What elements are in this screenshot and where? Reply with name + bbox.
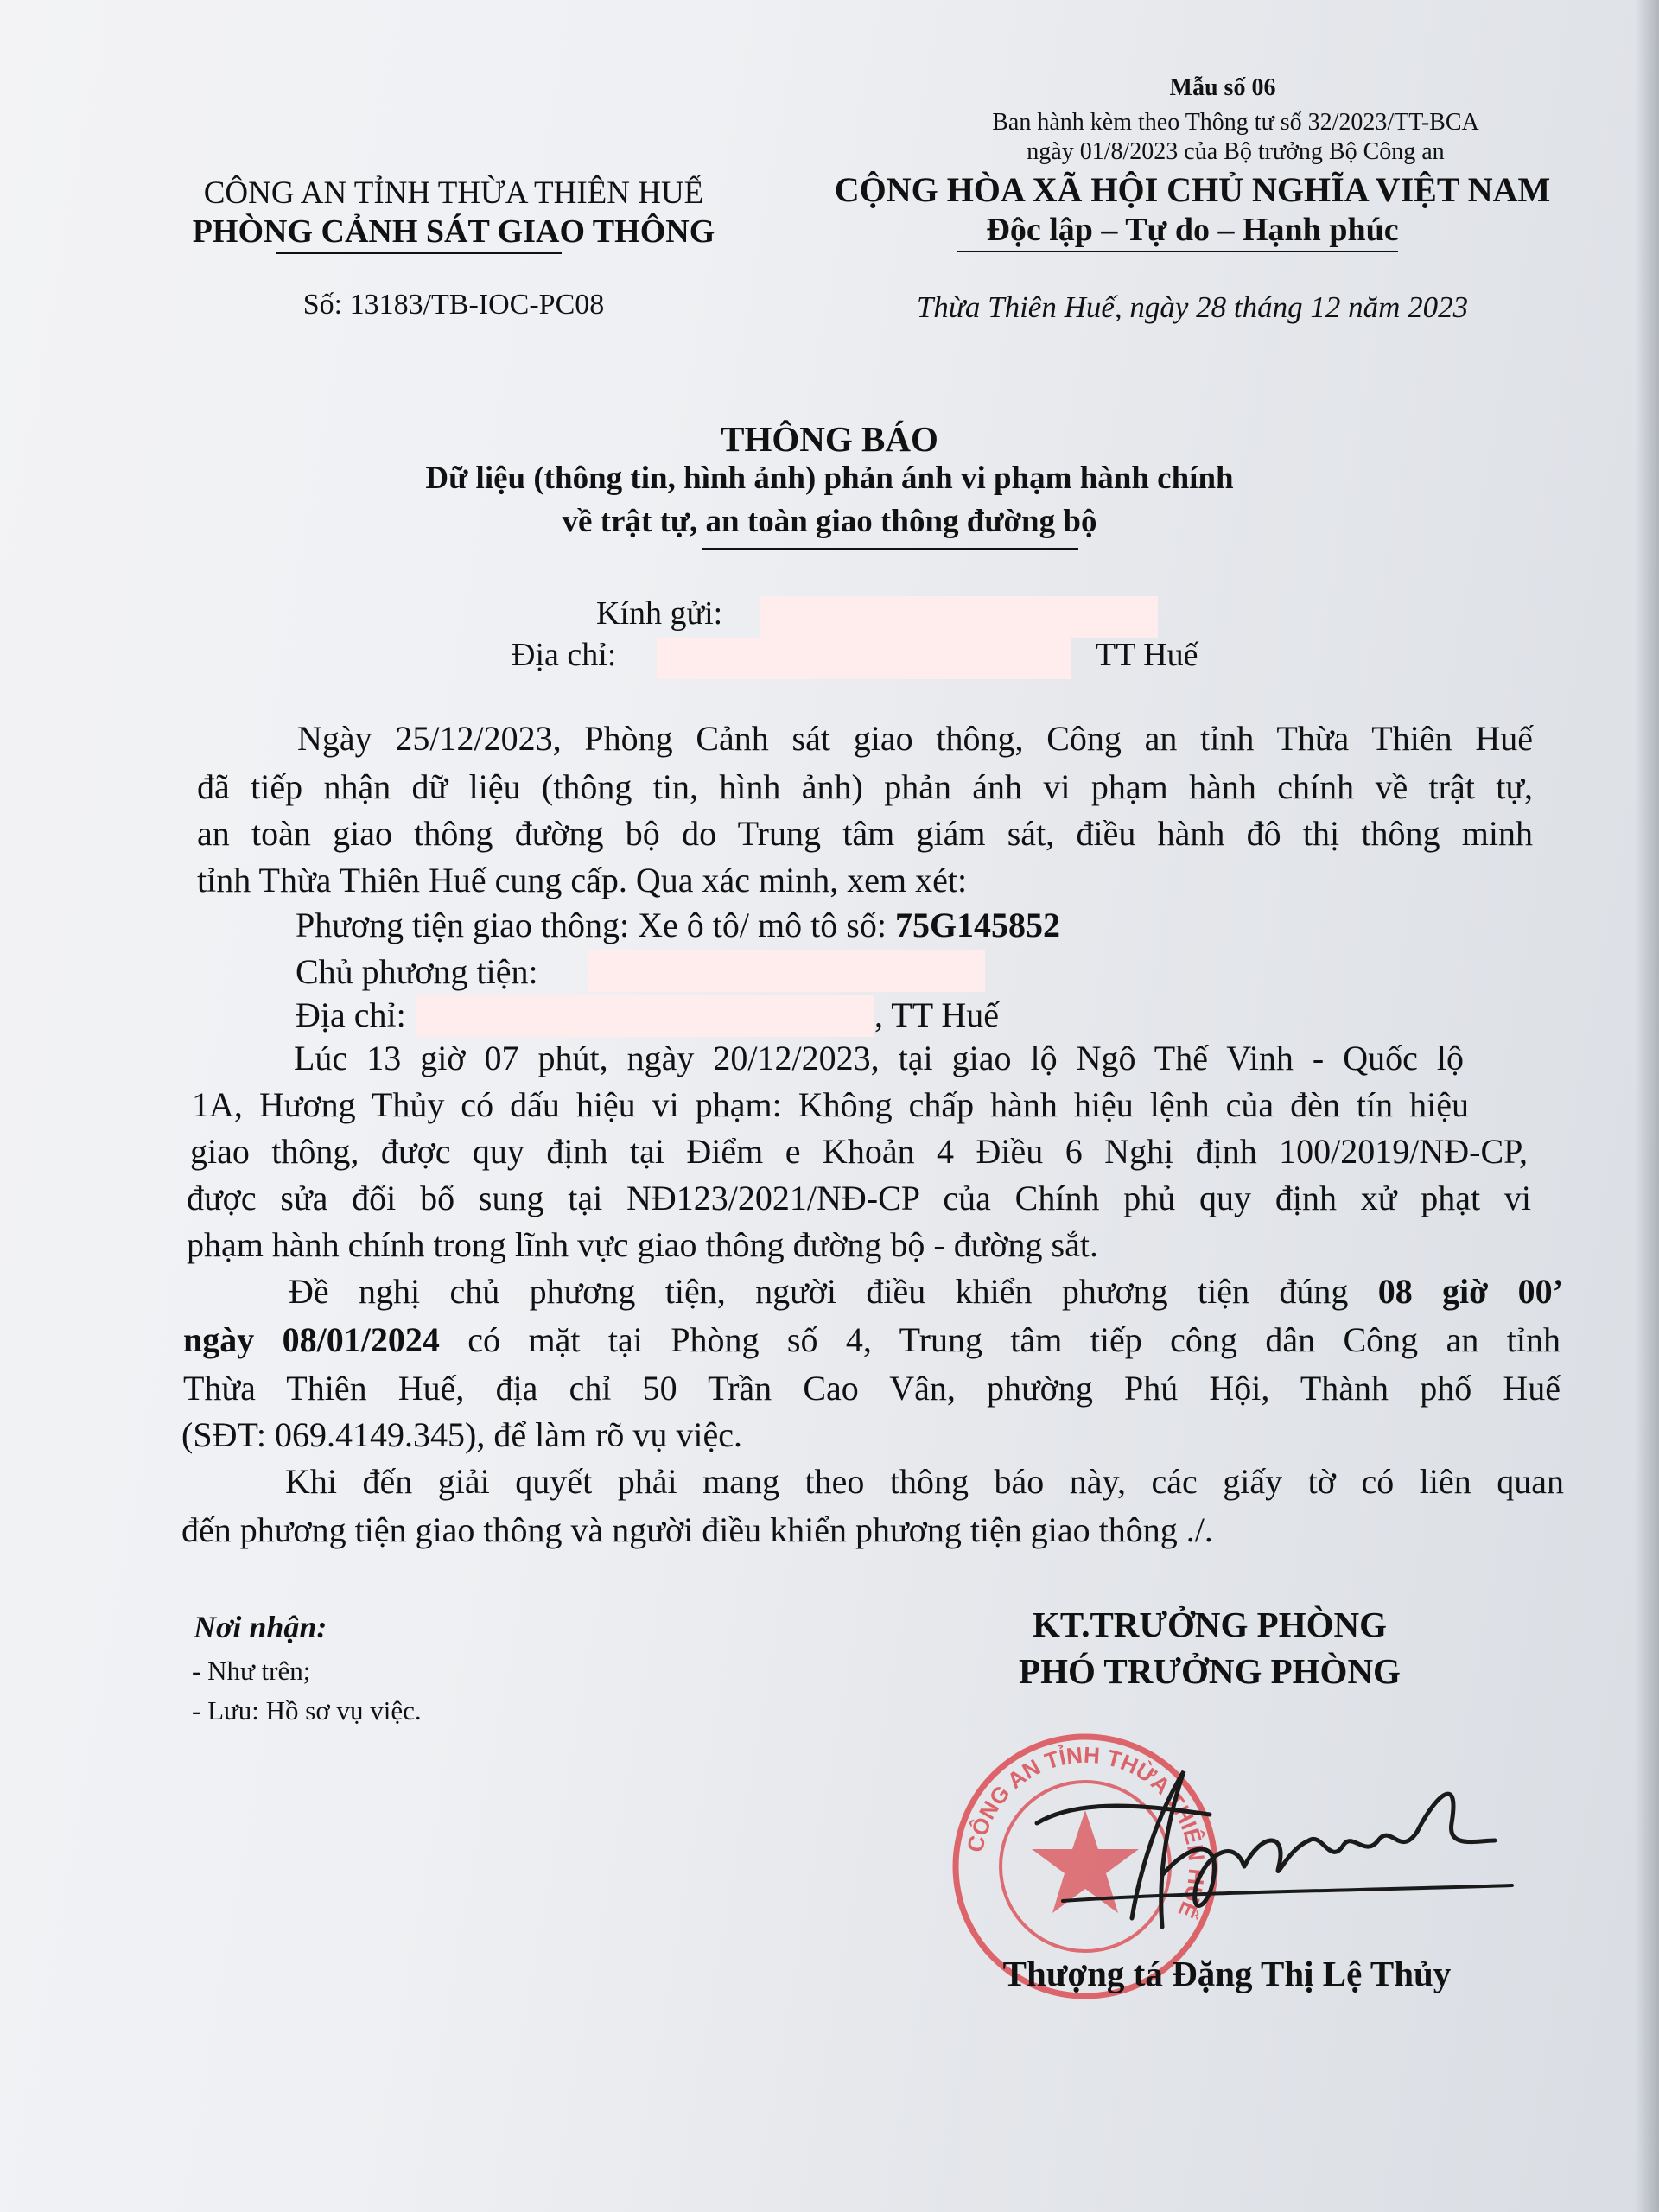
national-motto: Độc lập – Tự do – Hạnh phúc <box>986 212 1399 248</box>
document-subtitle-1: Dữ liệu (thông tin, hình ảnh) phản ánh vi phạm hành chính <box>425 461 1234 496</box>
paragraph-3-line-2 <box>183 1319 1560 1362</box>
document-title: THÔNG BÁO <box>721 419 938 459</box>
signer-name: Thượng tá Đặng Thị Lệ Thủy <box>1002 1954 1452 1993</box>
paragraph-3-line-1-text: Đề nghị chủ phương tiện, người điều khiển phương tiện đúng <box>289 1272 1378 1311</box>
owner-address-label: Địa chỉ: <box>296 995 406 1034</box>
appointment-date: ngày 08/01/2024 <box>183 1320 440 1359</box>
form-number: Mẫu số 06 <box>1169 74 1276 101</box>
paragraph-1-line-1: Ngày 25/12/2023, Phòng Cảnh sát giao thông, Công an tỉnh Thừa Thiên Huế <box>297 719 1533 758</box>
vehicle-label: Phương tiện giao thông: Xe ô tô/ mô tô số: <box>296 906 895 944</box>
form-issued-line-1: Ban hành kèm theo Thông tư số 32/2023/TT-BCA <box>992 109 1479 136</box>
national-title: CỘNG HÒA XÃ HỘI CHỦ NGHĨA VIỆT NAM <box>834 170 1551 209</box>
owner-address-tail: , TT Huế <box>874 995 1000 1034</box>
paragraph-2-line-4: được sửa đổi bổ sung tại NĐ123/2021/NĐ-CP của Chính phủ quy định xử phạt vi <box>187 1179 1531 1217</box>
title-underline <box>702 548 1078 550</box>
paragraph-4-line-2: đến phương tiện giao thông và người điều khiển phương tiện giao thông ./. <box>181 1510 1213 1549</box>
page-edge-shadow <box>1635 0 1659 2212</box>
paragraph-1-line-3: an toàn giao thông đường bộ do Trung tâm giám sát, điều hành đô thị thông minh <box>197 814 1533 853</box>
vehicle-plate: 75G145852 <box>894 906 1061 944</box>
owner-label: Chủ phương tiện: <box>296 952 538 991</box>
recipient-address-label: Địa chỉ: <box>512 637 617 673</box>
issuing-agency: CÔNG AN TỈNH THỪA THIÊN HUẾ <box>203 175 704 211</box>
recipients-item: - Như trên; <box>192 1656 311 1686</box>
redacted-recipient-name <box>760 596 1158 638</box>
signatory-title-1: KT.TRƯỞNG PHÒNG <box>1033 1605 1387 1644</box>
redacted-owner-name <box>588 950 985 992</box>
handwritten-signature-icon <box>1011 1745 1529 1953</box>
paragraph-1-line-4: tỉnh Thừa Thiên Huế cung cấp. Qua xác minh, xem xét: <box>197 861 968 899</box>
document-subtitle-2: về trật tự, an toàn giao thông đường bộ <box>562 504 1097 539</box>
paragraph-4-line-1: Khi đến giải quyết phải mang theo thông báo này, các giấy tờ có liên quan <box>285 1462 1564 1501</box>
paragraph-2-line-1: Lúc 13 giờ 07 phút, ngày 20/12/2023, tại giao lộ Ngô Thế Vinh - Quốc lộ <box>294 1039 1464 1077</box>
paragraph-1-line-2: đã tiếp nhận dữ liệu (thông tin, hình ảnh) phản ánh vi phạm hành chính về trật tự, <box>197 767 1533 806</box>
paragraph-2-line-5: phạm hành chính trong lĩnh vực giao thông đường bộ - đường sắt. <box>187 1225 1098 1264</box>
paragraph-2-line-3: giao thông, được quy định tại Điểm e Khoản 4 Điều 6 Nghị định 100/2019/NĐ-CP, <box>190 1132 1528 1171</box>
document-number: Số: 13183/TB-IOC-PC08 <box>302 289 605 321</box>
paragraph-3-line-3: Thừa Thiên Huế, địa chỉ 50 Trần Cao Vân, phường Phú Hội, Thành phố Huế <box>183 1369 1560 1408</box>
paragraph-2-line-2: 1A, Hương Thủy có dấu hiệu vi phạm: Không chấp hành hiệu lệnh của đèn tín hiệu <box>192 1085 1469 1124</box>
issuing-department: PHÒNG CẢNH SÁT GIAO THÔNG <box>192 213 715 250</box>
form-issued-line-2: ngày 01/8/2023 của Bộ trưởng Bộ Công an <box>1027 138 1445 165</box>
recipients-title: Nơi nhận: <box>194 1610 327 1644</box>
paragraph-3-line-1 <box>289 1270 1564 1313</box>
appointment-time: 08 giờ 00’ <box>1377 1272 1564 1311</box>
seal-text: CÔNG AN TỈNH THỪA THIÊN HUẾ <box>962 1741 1211 1923</box>
paragraph-3-line-4: (SĐT: 069.4149.345), để làm rõ vụ việc. <box>181 1415 743 1454</box>
greeting-label: Kính gửi: <box>596 595 723 632</box>
vehicle-line <box>296 904 1060 947</box>
redacted-recipient-address <box>657 638 1071 679</box>
redacted-owner-address <box>416 995 874 1037</box>
paragraph-3-line-2-text: có mặt tại Phòng số 4, Trung tâm tiếp công dân Công an tỉnh <box>439 1320 1560 1359</box>
recipient-address-tail: TT Huế <box>1096 637 1198 673</box>
recipients-item: - Lưu: Hồ sơ vụ việc. <box>192 1695 422 1726</box>
signatory-title-2: PHÓ TRƯỞNG PHÒNG <box>1019 1651 1401 1691</box>
department-underline <box>276 252 562 254</box>
place-and-date: Thừa Thiên Huế, ngày 28 tháng 12 năm 2023 <box>916 290 1469 324</box>
motto-underline <box>957 251 1398 252</box>
